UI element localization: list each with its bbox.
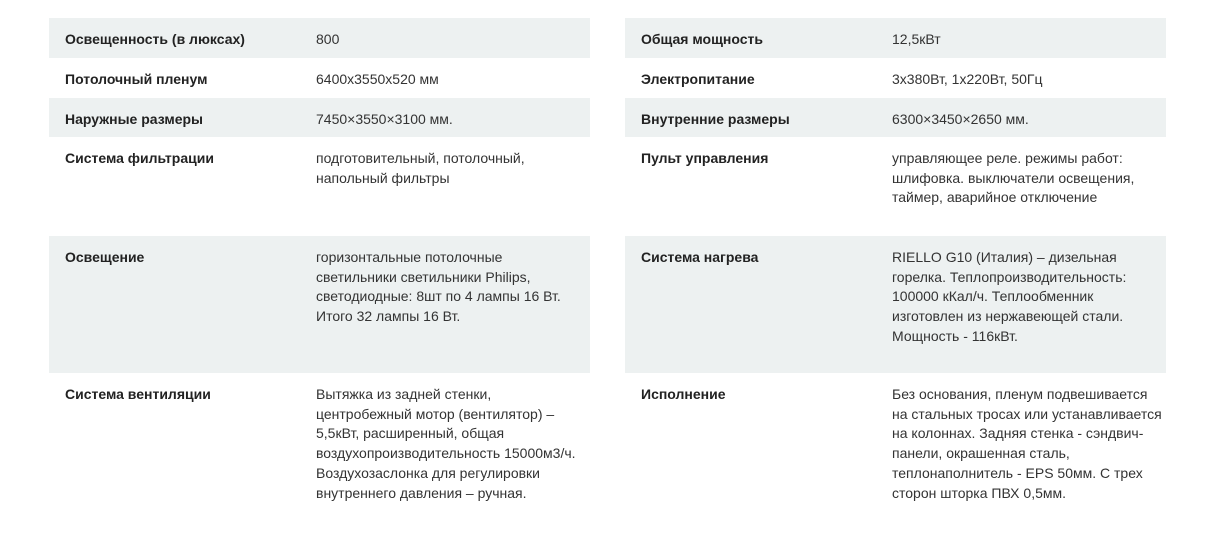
spec-row-filtration: [49, 137, 590, 236]
spec-row-design: [625, 373, 1166, 531]
spec-label: Система фильтрации: [65, 150, 214, 166]
spec-value: Вытяжка из задней стенки, центробежный мотор (вентилятор) – 5,5кВт, расширенный, общая воздухопроизводительность 15000м3/ч. Воздухозаслонка для регулировки внутреннего давления – ручная.: [316, 386, 576, 501]
spec-row-heating: [625, 236, 1166, 373]
spec-label: Освещение: [65, 249, 145, 265]
spec-value: 12,5кВт: [892, 31, 941, 47]
spec-value: 6300×3450×2650 мм.: [892, 111, 1029, 127]
spec-label: Пульт управления: [641, 150, 769, 166]
spec-value: управляющее реле. режимы работ: шлифовка. выключатели освещения, таймер, аварийное отключение: [892, 150, 1135, 206]
spec-row-control-panel: [625, 137, 1166, 236]
spec-label: Система нагрева: [641, 249, 759, 265]
spec-row-outer-dimensions: [49, 98, 590, 137]
spec-label: Освещенность (в люксах): [65, 31, 245, 47]
spec-label: Наружные размеры: [65, 111, 204, 127]
specs-table-right: [625, 18, 1166, 531]
spec-value: Без основания, пленум подвешивается на стальных тросах или устанавливается на колоннах. Задняя стенка - сэндвич-панели, окрашенная сталь, теплонаполнитель - EPS 50мм. С трех сторон шторка ПВХ 0,5мм.: [892, 386, 1162, 501]
spec-label: Потолочный пленум: [65, 71, 208, 87]
spec-value: подготовительный, потолочный, напольный фильтры: [316, 150, 525, 186]
spec-value: 3х380Вт, 1х220Вт, 50Гц: [892, 71, 1043, 87]
spec-row-ventilation: [49, 373, 590, 531]
spec-value: RIELLO G10 (Италия) – дизельная горелка. Теплопроизводительность: 100000 кКал/ч. Теплообменник изготовлен из нержавеющей стали. Мощность - 116кВт.: [892, 249, 1127, 344]
spec-row-inner-dimensions: [625, 98, 1166, 137]
spec-row-total-power: [625, 18, 1166, 58]
spec-value: 6400x3550x520 мм: [316, 71, 439, 87]
spec-row-illuminance: [49, 18, 590, 58]
spec-label: Внутренние размеры: [641, 111, 790, 127]
spec-label: Система вентиляции: [65, 386, 211, 402]
specs-table-left: [49, 18, 590, 531]
spec-row-lighting: [49, 236, 590, 373]
spec-value: горизонтальные потолочные светильники светильники Philips, светодиодные: 8шт по 4 лампы 16 Вт. Итого 32 лампы 16 Вт.: [316, 249, 561, 325]
spec-row-power-supply: [625, 58, 1166, 98]
spec-value: 800: [316, 31, 340, 47]
spec-label: Электропитание: [641, 71, 755, 87]
spec-row-ceiling-plenum: [49, 58, 590, 98]
spec-label: Исполнение: [641, 386, 726, 402]
spec-label: Общая мощность: [641, 31, 763, 47]
spec-value: 7450×3550×3100 мм.: [316, 111, 453, 127]
